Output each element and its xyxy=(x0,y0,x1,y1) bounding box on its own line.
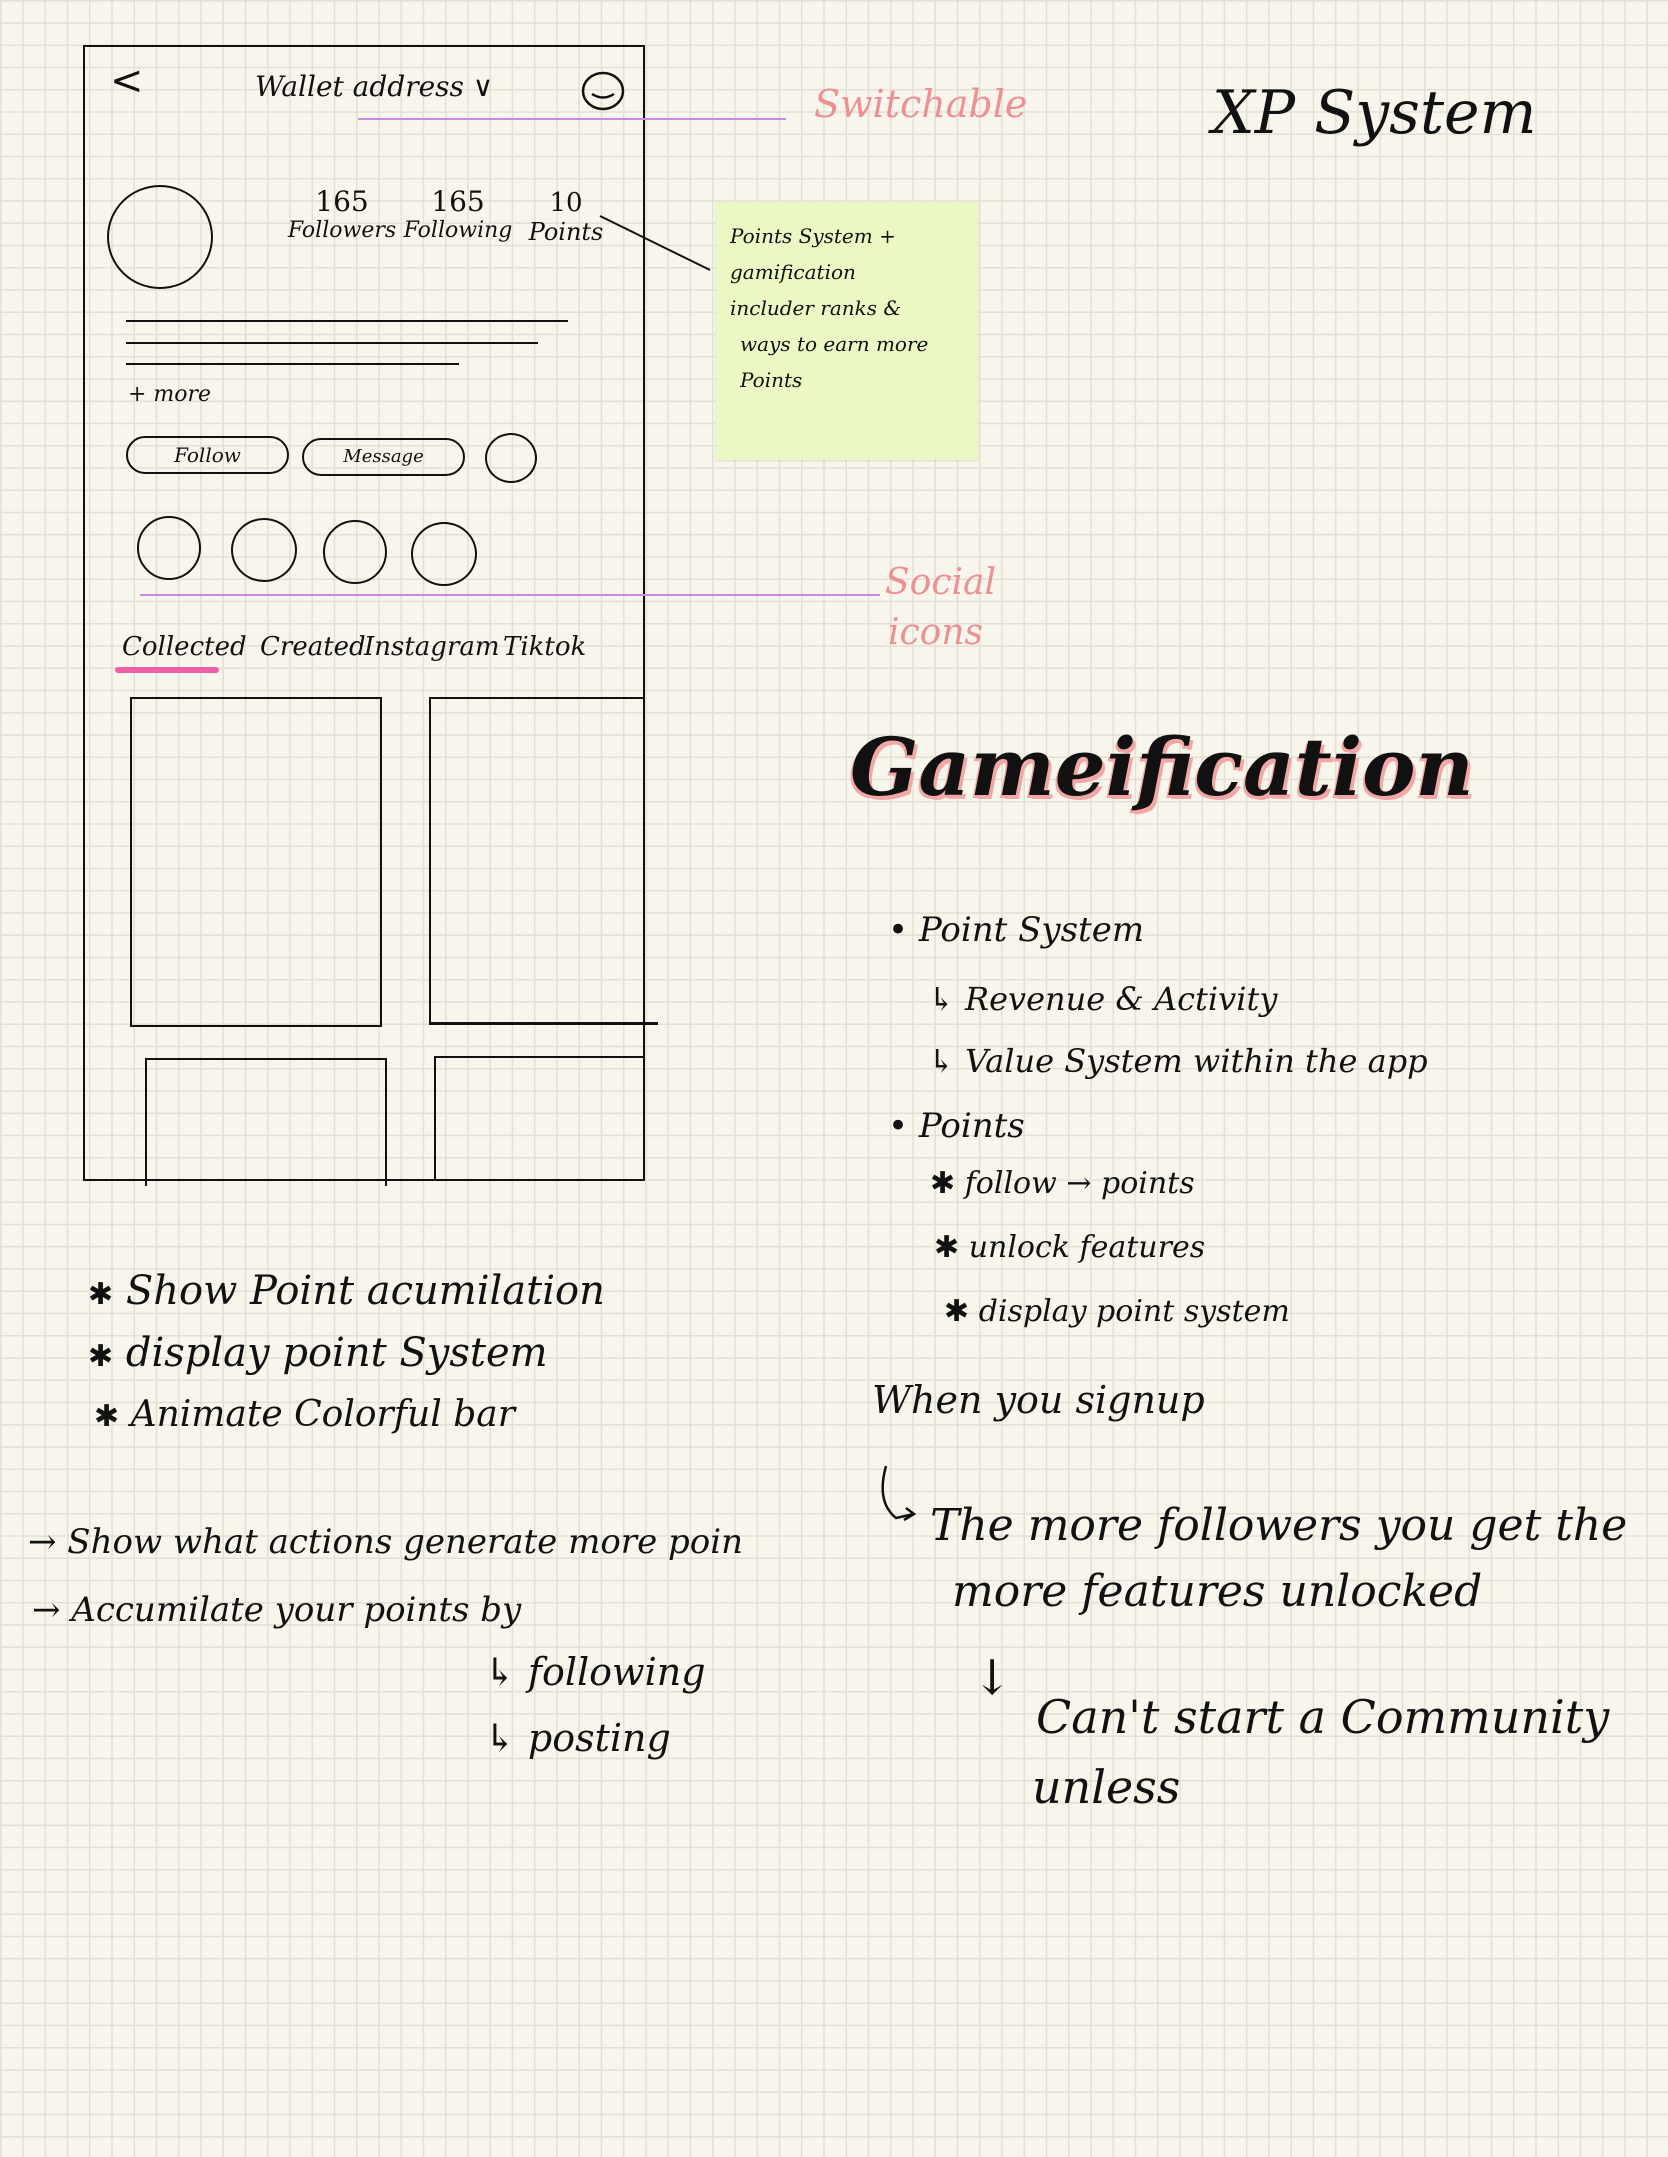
note-animate-colorful-bar: ✱ Animate Colorful bar xyxy=(94,1394,515,1435)
sticky-line-2: includer ranks & xyxy=(730,296,902,320)
sub-value-system: ↳ Value System within the app xyxy=(928,1042,1428,1080)
stat-points[interactable]: 10 Points xyxy=(528,188,604,246)
signup-line-1: The more followers you get the xyxy=(930,1500,1628,1551)
note-show-point-acumilation: ✱ Show Point acumilation xyxy=(88,1268,605,1314)
grid-card-2-extend-line xyxy=(429,1022,658,1025)
points-connector-line xyxy=(598,214,714,274)
note-show-actions: → Show what actions generate more poin xyxy=(28,1522,743,1562)
grid-card-1[interactable] xyxy=(130,697,382,1027)
message-button[interactable]: Message xyxy=(302,438,465,476)
bio-line-3 xyxy=(126,363,459,365)
wallet-address-dropdown[interactable]: Wallet address ∨ xyxy=(255,70,494,103)
signup-line-2: more features unlocked xyxy=(952,1566,1483,1617)
switchable-annotation: Switchable xyxy=(814,82,1028,126)
grid-card-4[interactable] xyxy=(434,1056,645,1181)
sub-revenue-activity: ↳ Revenue & Activity xyxy=(928,980,1278,1018)
switchable-underline xyxy=(358,118,786,120)
social-icons-annotation-line1: Social xyxy=(885,562,996,603)
xp-system-title: XP System xyxy=(1212,78,1537,148)
community-line-2: unless xyxy=(1032,1760,1181,1814)
tab-collected[interactable]: Collected xyxy=(122,632,247,662)
social-icons-annotation-line2: icons xyxy=(888,612,984,653)
tab-created[interactable]: Created xyxy=(260,632,366,662)
more-options-button[interactable] xyxy=(485,433,537,483)
note-display-point-system: ✱ display point System xyxy=(88,1330,548,1376)
stat-following[interactable]: 165 Following xyxy=(403,185,513,243)
sticky-line-4: Points xyxy=(740,368,803,392)
smiley-face-icon[interactable] xyxy=(580,70,626,112)
curved-arrow-icon xyxy=(872,1462,920,1532)
note-following: ↳ following xyxy=(484,1650,706,1694)
note-posting: ↳ posting xyxy=(484,1716,671,1760)
grid-card-3[interactable] xyxy=(145,1058,387,1186)
star-display-point-system: ✱ display point system xyxy=(944,1294,1290,1329)
sticky-line-3: ways to earn more xyxy=(740,332,929,356)
bullet-points: • Points xyxy=(888,1106,1025,1146)
sticky-note xyxy=(716,202,978,460)
stat-followers[interactable]: 165 Followers xyxy=(287,185,397,243)
tab-active-indicator xyxy=(115,667,219,673)
tab-tiktok[interactable]: Tiktok xyxy=(503,632,587,662)
social-icon-3[interactable] xyxy=(323,520,387,584)
social-icon-1[interactable] xyxy=(137,516,201,580)
community-line-1: Can't start a Community xyxy=(1036,1690,1610,1744)
signup-title: When you signup xyxy=(872,1378,1205,1422)
sticky-line-1: Points System + gamification xyxy=(730,224,896,284)
social-icons-underline xyxy=(140,594,880,596)
note-accumilate-points: → Accumilate your points by xyxy=(32,1590,522,1630)
more-link[interactable]: + more xyxy=(128,382,212,407)
back-icon[interactable]: < xyxy=(110,58,144,104)
profile-avatar xyxy=(107,185,213,289)
down-arrow-icon: ↓ xyxy=(972,1650,1013,1706)
social-icon-2[interactable] xyxy=(231,518,297,582)
bio-line-1 xyxy=(126,320,568,322)
social-icon-4[interactable] xyxy=(411,522,477,586)
tab-instagram[interactable]: Instagram xyxy=(364,632,500,662)
bio-line-2 xyxy=(126,342,538,344)
grid-card-2[interactable] xyxy=(429,697,645,1024)
gamification-title: Gameification xyxy=(850,720,1474,814)
star-unlock-features: ✱ unlock features xyxy=(934,1230,1206,1265)
follow-button[interactable]: Follow xyxy=(126,436,289,474)
bullet-point-system: • Point System xyxy=(888,910,1145,950)
star-follow-points: ✱ follow → points xyxy=(930,1166,1195,1201)
